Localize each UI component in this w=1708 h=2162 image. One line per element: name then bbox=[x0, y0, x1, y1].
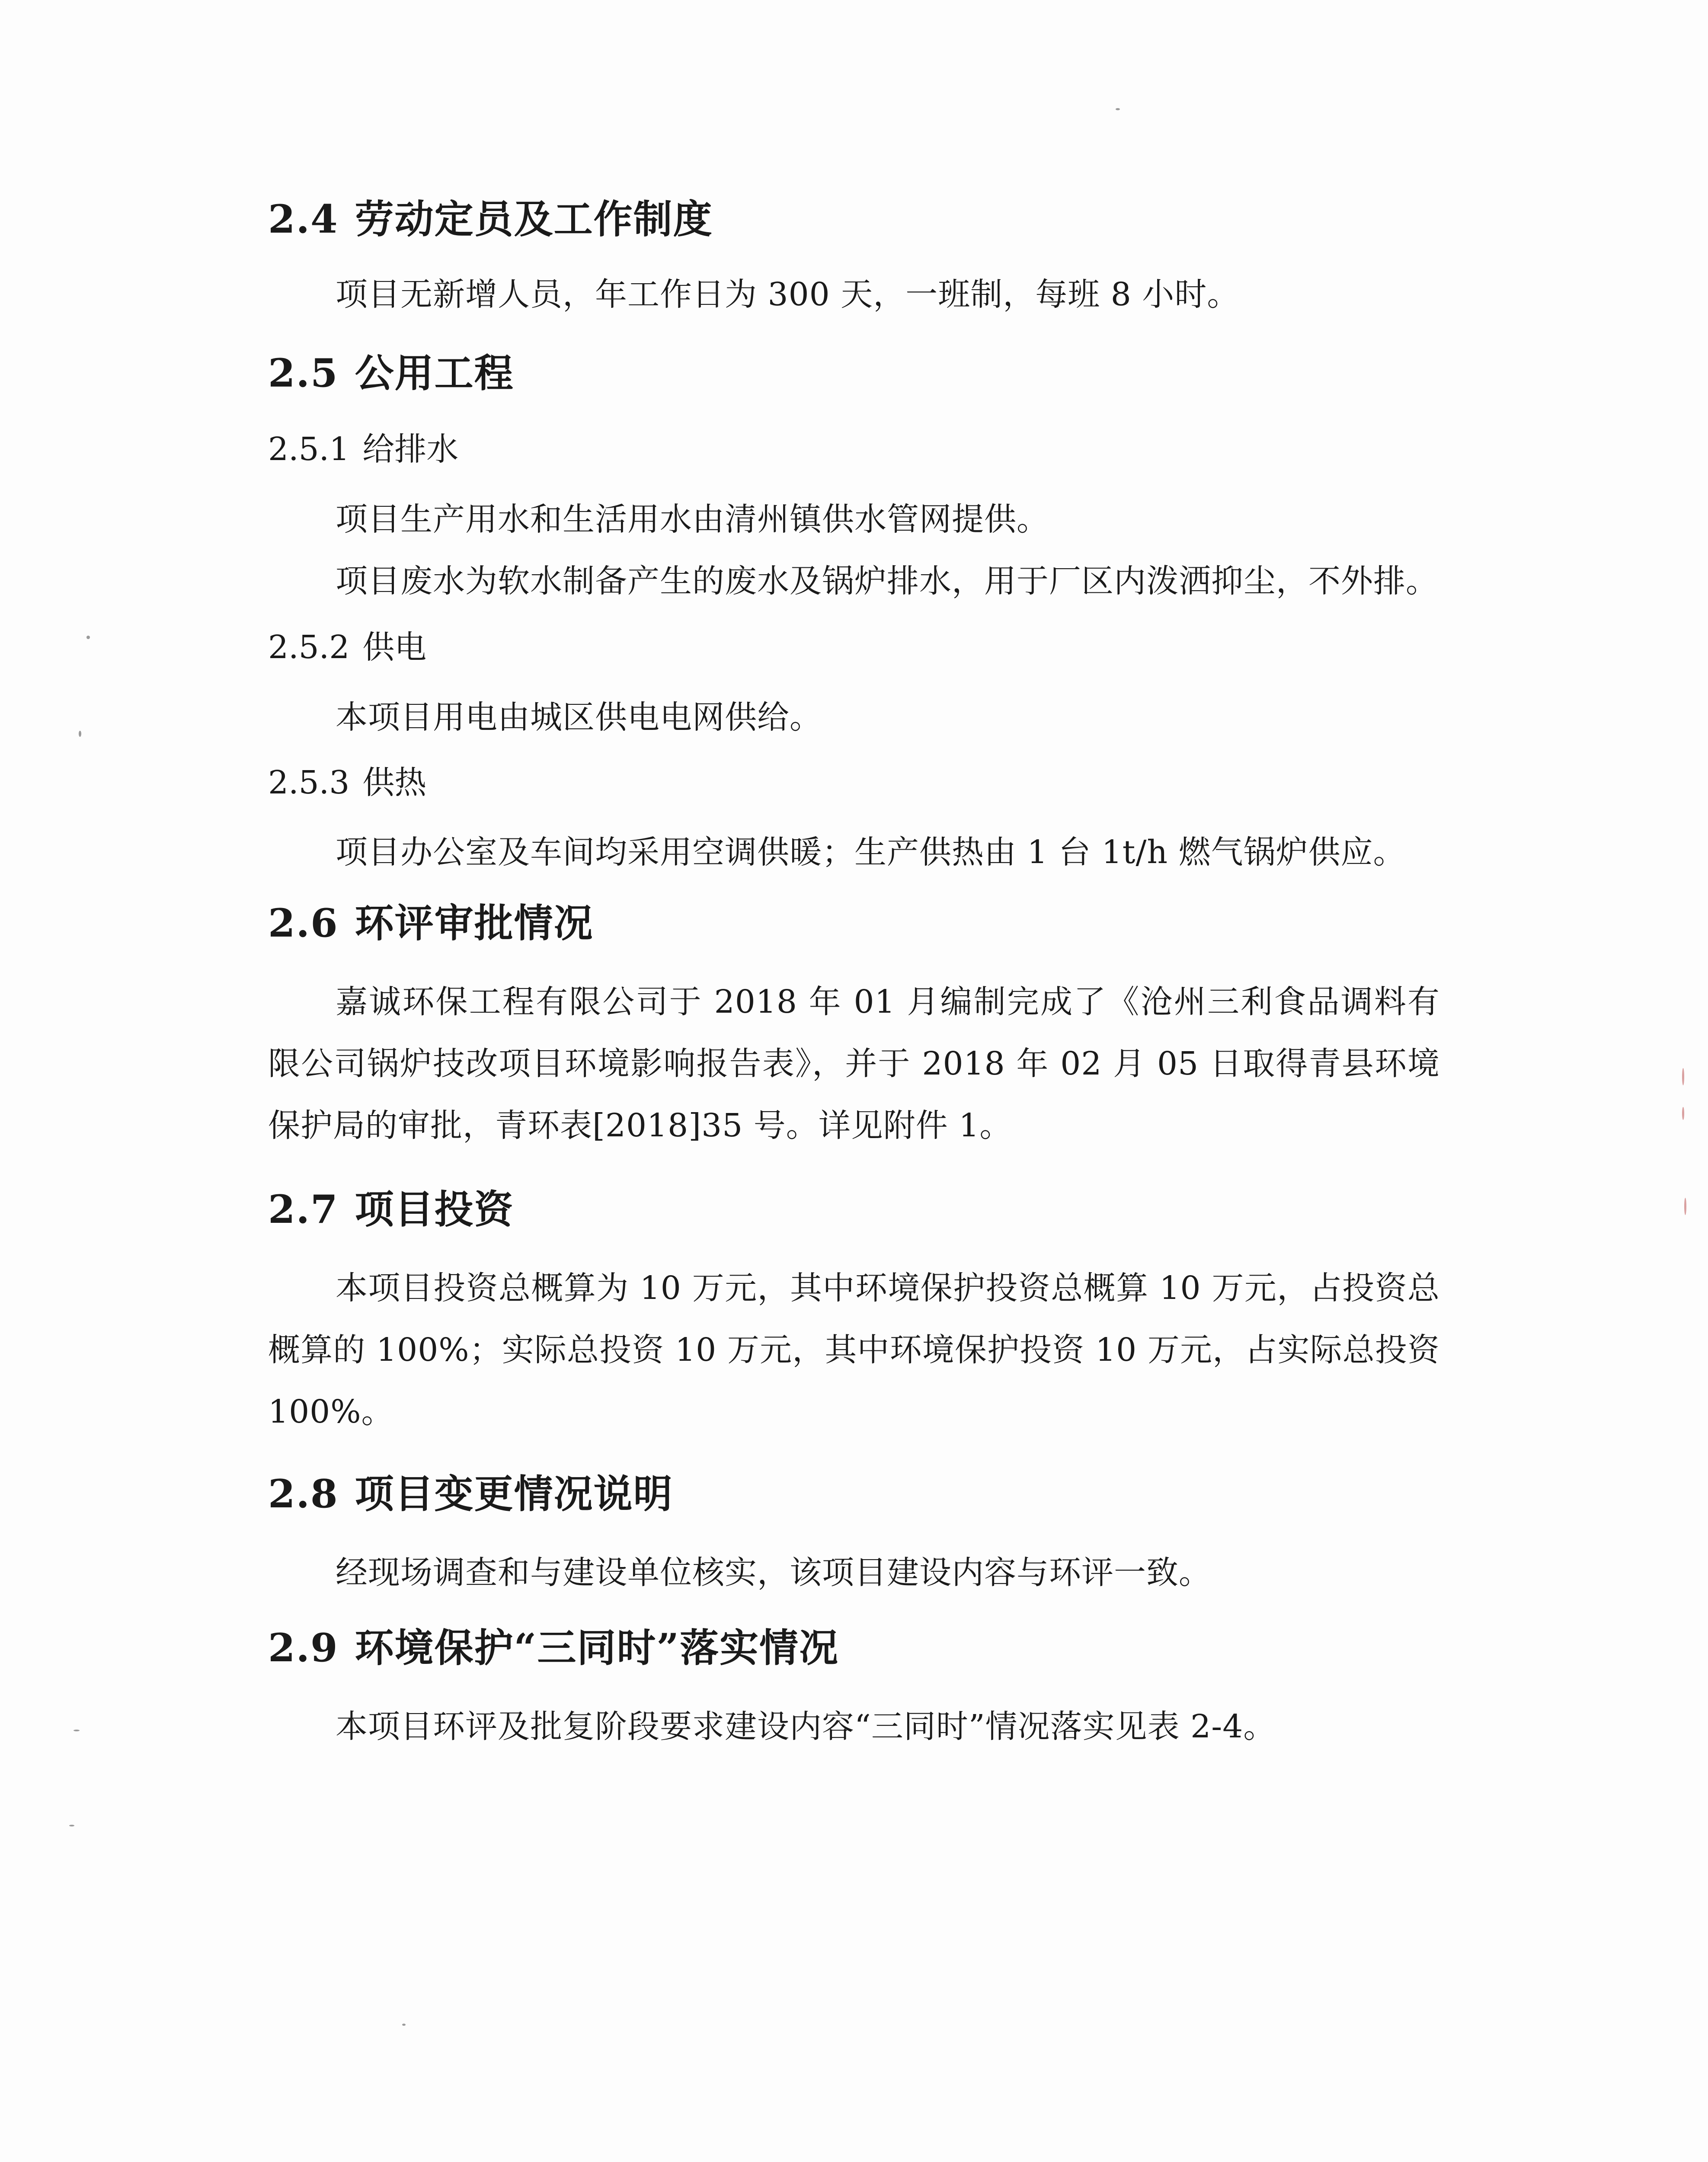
scan-speck bbox=[1116, 108, 1120, 110]
subsection-number: 2.5.2 bbox=[268, 629, 350, 666]
scan-speck bbox=[1682, 1107, 1684, 1120]
subsection-number: 2.5.3 bbox=[268, 764, 350, 801]
section-heading-2-8 bbox=[268, 1471, 673, 1517]
scan-speck bbox=[86, 636, 90, 639]
paragraph-staffing: 项目无新增人员，年工作日为 300 天，一班制，每班 8 小时。 bbox=[336, 276, 1240, 313]
section-heading-2-5 bbox=[268, 350, 514, 396]
paragraph-heating: 项目办公室及车间均采用空调供暖；生产供热由 1 台 1t/h 燃气锅炉供应。 bbox=[336, 834, 1406, 871]
subsection-title: 供电 bbox=[362, 629, 427, 666]
scan-speck bbox=[69, 1825, 74, 1826]
section-number: 2.5 bbox=[268, 350, 339, 396]
paragraph-water-supply: 项目生产用水和生活用水由清州镇供水管网提供。 bbox=[336, 501, 1049, 538]
section-number: 2.6 bbox=[268, 900, 339, 946]
subsection-number: 2.5.1 bbox=[268, 431, 350, 468]
subsection-heading-2-5-1 bbox=[268, 431, 459, 468]
section-number: 2.8 bbox=[268, 1471, 339, 1517]
section-heading-2-7 bbox=[268, 1187, 514, 1232]
scan-speck bbox=[74, 1730, 80, 1731]
section-title: 环评审批情况 bbox=[355, 900, 594, 946]
subsection-title: 给排水 bbox=[362, 431, 459, 468]
section-heading-2-4 bbox=[268, 196, 713, 242]
section-heading-2-9 bbox=[268, 1625, 839, 1671]
scan-speck bbox=[1682, 1068, 1684, 1085]
scan-speck bbox=[402, 2024, 406, 2026]
section-number: 2.7 bbox=[268, 1187, 339, 1232]
paragraph-power-supply: 本项目用电由城区供电电网供给。 bbox=[336, 699, 822, 736]
section-title: 劳动定员及工作制度 bbox=[355, 196, 713, 242]
subsection-title: 供热 bbox=[362, 764, 427, 801]
section-heading-2-6 bbox=[268, 900, 594, 946]
section-title: 环境保护“三同时”落实情况 bbox=[355, 1625, 839, 1671]
paragraph-investment: 本项目投资总概算为 10 万元，其中环境保护投资总概算 10 万元，占投资总概算的 100%；实际总投资 10 万元，其中环境保护投资 10 万元，占实际总投资 100%。 bbox=[268, 1270, 1440, 1430]
section-title: 公用工程 bbox=[355, 350, 514, 396]
section-title: 项目变更情况说明 bbox=[355, 1471, 673, 1517]
subsection-heading-2-5-3 bbox=[268, 764, 427, 801]
paragraph-eia-approval: 嘉诚环保工程有限公司于 2018 年 01 月编制完成了《沧州三利食品调料有限公司锅炉技改项目环境影响报告表》，并于 2018 年 02 月 05 日取得青县环境保护局的审批，青环表[2018]35 号。详见附件 1。 bbox=[268, 983, 1440, 1144]
paragraph-change-description: 经现场调查和与建设单位核实，该项目建设内容与环评一致。 bbox=[336, 1554, 1211, 1591]
section-title: 项目投资 bbox=[355, 1187, 514, 1232]
paragraph-three-simultaneous: 本项目环评及批复阶段要求建设内容“三同时”情况落实见表 2-4。 bbox=[336, 1708, 1276, 1745]
subsection-heading-2-5-2 bbox=[268, 629, 427, 666]
section-number: 2.9 bbox=[268, 1625, 339, 1671]
scan-speck bbox=[1684, 1198, 1686, 1215]
paragraph-wastewater: 项目废水为软水制备产生的废水及锅炉排水，用于厂区内泼洒抑尘，不外排。 bbox=[336, 563, 1438, 600]
scan-speck bbox=[79, 731, 81, 737]
section-number: 2.4 bbox=[268, 196, 339, 242]
